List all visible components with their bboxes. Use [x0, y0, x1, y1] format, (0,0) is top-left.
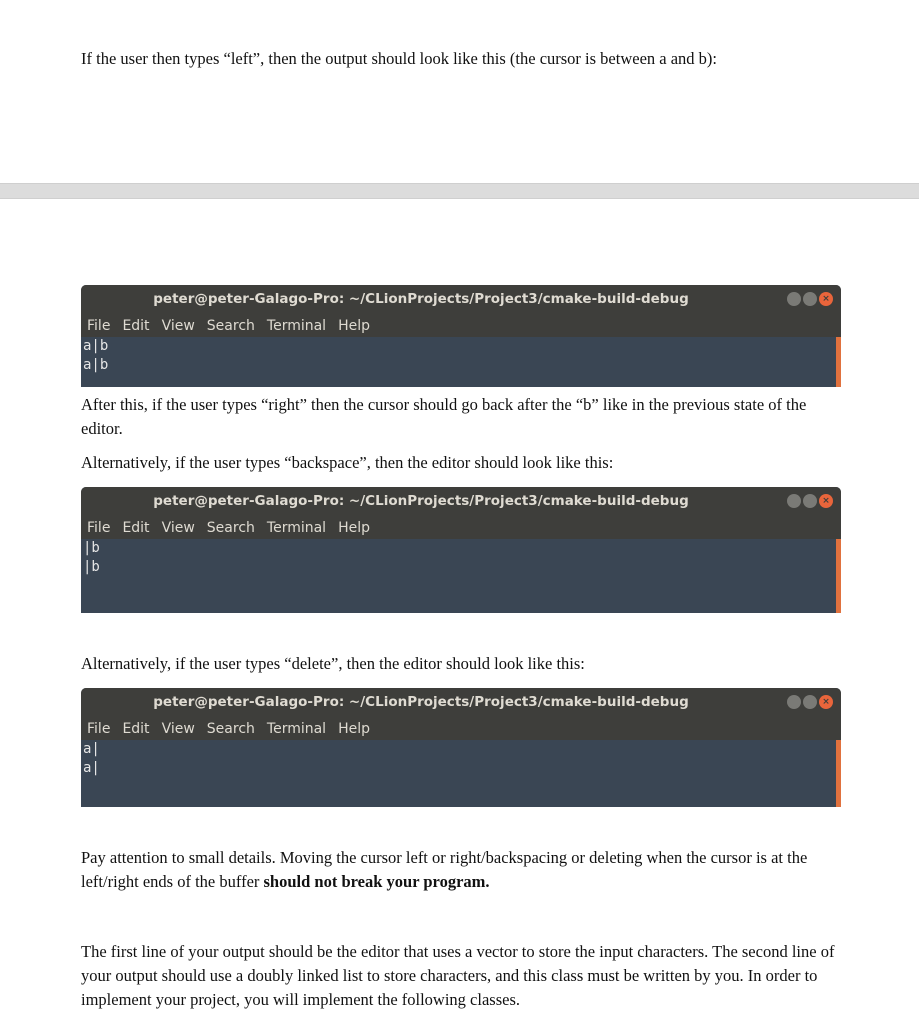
menu-help[interactable]: Help: [338, 317, 370, 334]
terminal-output[interactable]: [81, 337, 841, 387]
menu-file[interactable]: File: [87, 519, 111, 536]
backspace-paragraph: Alternatively, if the user types “backspace”, then the editor should look like this:: [81, 453, 614, 472]
menu-help[interactable]: Help: [338, 519, 370, 536]
details-emphasis: should not break your program.: [263, 872, 490, 891]
maximize-icon[interactable]: [803, 292, 817, 306]
details-text: Pay attention to small details. Moving the cursor left or right/backspacing or deleting when the cursor is at the left/right ends of the buffer: [81, 848, 808, 891]
terminal-menubar: [81, 516, 841, 539]
menu-edit[interactable]: Edit: [122, 720, 150, 737]
menu-search[interactable]: Search: [206, 720, 255, 737]
menu-file[interactable]: File: [87, 317, 111, 334]
output-requirements-paragraph: The first line of your output should be the editor that uses a vector to store the input characters. The second line of your output should use a doubly linked list to store characters, and this class must be written by you. In order to implement your project, you will implement the following classes.: [81, 942, 835, 1009]
output-line-linked-list: a|b: [83, 357, 109, 373]
terminal-window-delete: [81, 688, 841, 807]
details-paragraph: [81, 846, 851, 894]
minimize-icon[interactable]: [787, 695, 801, 709]
menu-search[interactable]: Search: [206, 317, 255, 334]
menu-terminal[interactable]: Terminal: [266, 519, 327, 536]
menu-terminal[interactable]: Terminal: [266, 720, 327, 737]
minimize-icon[interactable]: [787, 494, 801, 508]
right-paragraph: After this, if the user types “right” then the cursor should go back after the “b” like in the previous state of the editor.: [81, 395, 807, 438]
output-line-linked-list: |b: [83, 559, 100, 575]
menu-view[interactable]: View: [161, 519, 195, 536]
scrollbar[interactable]: [836, 539, 841, 613]
maximize-icon[interactable]: [803, 695, 817, 709]
menu-edit[interactable]: Edit: [122, 519, 150, 536]
output-line-linked-list: a|: [83, 760, 100, 776]
terminal-titlebar: [81, 285, 841, 314]
output-line-vector: a|b: [83, 338, 109, 354]
terminal-window-backspace: [81, 487, 841, 613]
page-break: [0, 183, 919, 199]
scrollbar[interactable]: [836, 337, 841, 387]
close-icon[interactable]: ×: [819, 695, 833, 709]
terminal-title: peter@peter-Galago-Pro: ~/CLionProjects/Project3/cmake-build-debug: [153, 493, 689, 509]
window-controls: [787, 695, 833, 709]
window-controls: [787, 494, 833, 508]
maximize-icon[interactable]: [803, 494, 817, 508]
terminal-output[interactable]: [81, 539, 841, 613]
delete-paragraph: Alternatively, if the user types “delete”, then the editor should look like this:: [81, 654, 585, 673]
terminal-menubar: [81, 314, 841, 337]
menu-file[interactable]: File: [87, 720, 111, 737]
terminal-output[interactable]: [81, 740, 841, 807]
close-icon[interactable]: ×: [819, 494, 833, 508]
terminal-titlebar: [81, 487, 841, 516]
minimize-icon[interactable]: [787, 292, 801, 306]
terminal-title: peter@peter-Galago-Pro: ~/CLionProjects/Project3/cmake-build-debug: [153, 291, 689, 307]
scrollbar[interactable]: [836, 740, 841, 807]
intro-left-paragraph: If the user then types “left”, then the output should look like this (the cursor is between a and b):: [81, 49, 717, 68]
output-line-vector: |b: [83, 540, 100, 556]
menu-view[interactable]: View: [161, 317, 195, 334]
output-line-vector: a|: [83, 741, 100, 757]
menu-edit[interactable]: Edit: [122, 317, 150, 334]
menu-search[interactable]: Search: [206, 519, 255, 536]
menu-terminal[interactable]: Terminal: [266, 317, 327, 334]
menu-help[interactable]: Help: [338, 720, 370, 737]
terminal-titlebar: [81, 688, 841, 717]
window-controls: [787, 292, 833, 306]
menu-view[interactable]: View: [161, 720, 195, 737]
terminal-window-left: [81, 285, 841, 387]
terminal-title: peter@peter-Galago-Pro: ~/CLionProjects/Project3/cmake-build-debug: [153, 694, 689, 710]
terminal-menubar: [81, 717, 841, 740]
close-icon[interactable]: ×: [819, 292, 833, 306]
